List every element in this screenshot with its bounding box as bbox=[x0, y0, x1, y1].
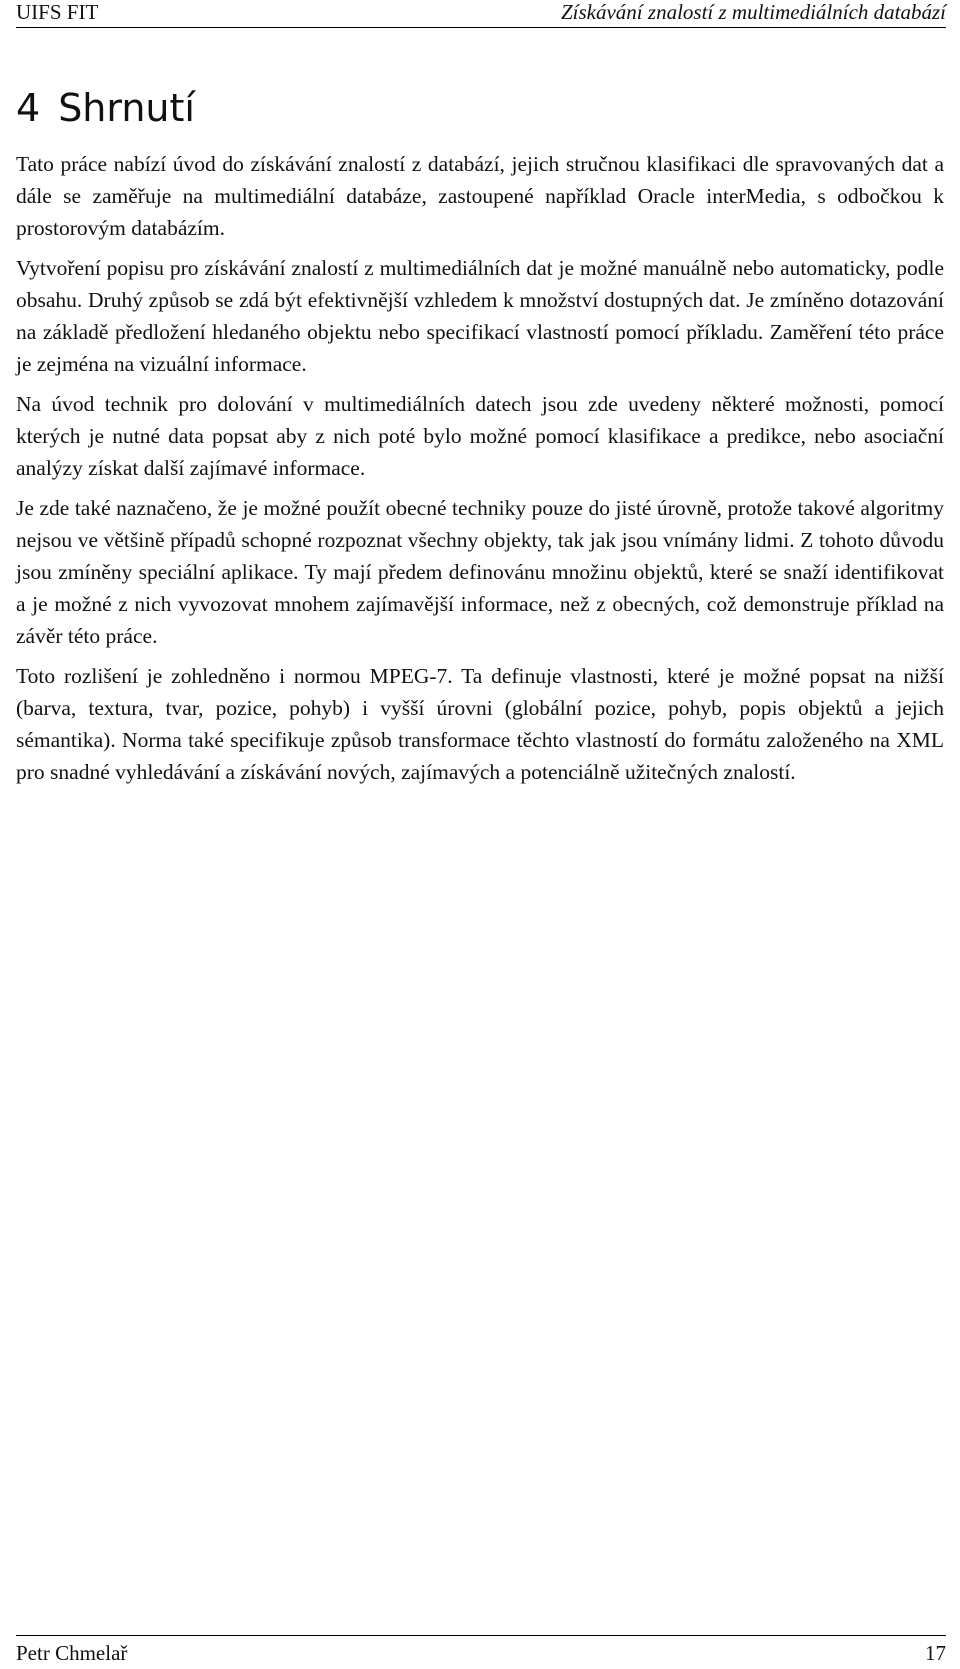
paragraph-4: Je zde také naznačeno, že je možné použít obecné techniky pouze do jisté úrovně, protože takové algoritmy nejsou ve většině případů schopné rozpoznat všechny objekty, tak jak jsou vnímány lidmi. Z tohoto důvodu jsou zmíněny speciální aplikace. Ty mají předem definovánu množinu objektů, které se snaží identifikovat a je možné z nich vyvozovat mnohem zajímavější informace, než z obecných, což demonstruje příklad na závěr této práce. bbox=[16, 496, 944, 648]
paragraph-1: Tato práce nabízí úvod do získávání znalostí z databází, jejich stručnou klasifikaci dle spravovaných dat a dále se zaměřuje na multimediální databáze, zastoupené například Oracle interMedia, s odbočkou k prostorovým databázím. bbox=[16, 152, 944, 240]
chapter-body bbox=[16, 148, 944, 796]
chapter-number: 4 bbox=[16, 86, 41, 130]
chapter-heading bbox=[16, 86, 195, 130]
paragraph-3: Na úvod technik pro dolování v multimediálních datech jsou zde uvedeny některé možnosti, pomocí kterých je nutné data popsat aby z nich poté bylo možné pomocí klasifikace a predikce, nebo asociační analýzy získat další zajímavé informace. bbox=[16, 392, 944, 480]
footer-page-number: 17 bbox=[925, 1641, 946, 1665]
header-left-text: UIFS FIT bbox=[16, 0, 99, 24]
paragraph-2: Vytvoření popisu pro získávání znalostí z multimediálních dat je možné manuálně nebo automaticky, podle obsahu. Druhý způsob se zdá být efektivnější vzhledem k množství dostupných dat. Je zmíněno dotazování na základě předložení hledaného objektu nebo specifikací vlastností pomocí příkladu. Zaměření této práce je zejména na vizuální informace. bbox=[16, 256, 944, 376]
footer-author: Petr Chmelař bbox=[16, 1641, 128, 1665]
header-right-title: Získávání znalostí z multimediálních databází bbox=[560, 0, 946, 24]
page-footer bbox=[16, 1635, 946, 1664]
chapter-title-text: Shrnutí bbox=[58, 86, 195, 130]
paragraph-5: Toto rozlišení je zohledněno i normou MPEG-7. Ta definuje vlastnosti, které je možné popsat na nižší (barva, textura, tvar, pozice, pohyb) i vyšší úrovni (globální pozice, pohyb, popis objektů a jejich sémantika). Norma také specifikuje způsob transformace těchto vlastností do formátu založeného na XML pro snadné vyhledávání a získávání nových, zajímavých a potenciálně užitečných znalostí. bbox=[16, 664, 944, 784]
page-header bbox=[16, 0, 946, 28]
